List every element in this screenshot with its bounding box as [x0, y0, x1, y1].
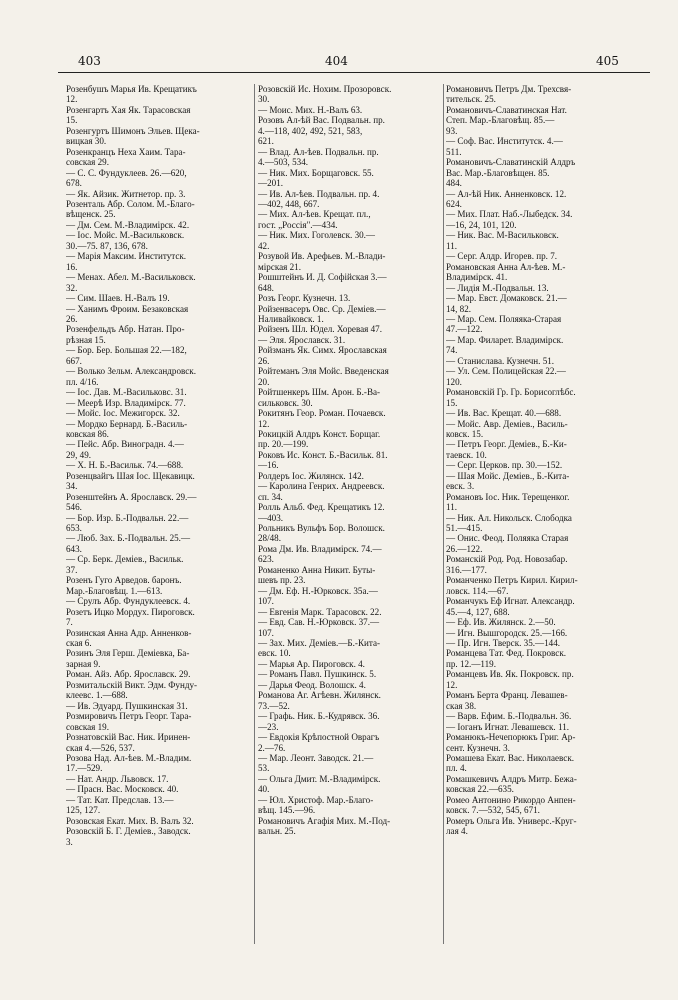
directory-entry-line: Романовичъ-Славатинскій Алдръ — [446, 157, 576, 168]
directory-entry-line: Ройтшенкеръ Шм. Арон. Б.-Ва- — [258, 387, 381, 398]
directory-entry-line: —23. — [258, 721, 279, 732]
directory-entry-line: Наливайковск. 1. — [258, 313, 324, 324]
directory-entry-line: пр. 12.—119. — [446, 658, 496, 669]
directory-entry-line: Романченко Петръ Кирил. Кирил- — [446, 575, 578, 586]
directory-entry-line: Романскій Род. Род. Новозабар. — [446, 554, 568, 565]
column-divider — [254, 84, 255, 944]
directory-entry-line: — Ник. Вас. М-Васильковск. — [446, 230, 559, 241]
directory-entry-line: 45.—4, 127, 688. — [446, 606, 510, 617]
directory-entry-line: 28/48. — [258, 533, 281, 544]
directory-entry-line: — Мих. Ал-ѣев. Крещат. пл., — [258, 209, 371, 220]
directory-entry-line: 621. — [258, 136, 274, 147]
column-middle — [258, 84, 438, 996]
directory-entry-line: 4.—118, 402, 492, 521, 583, — [258, 125, 363, 136]
directory-entry-line: пл. 4. — [446, 763, 467, 774]
directory-entry-line: ская 6. — [66, 638, 92, 649]
directory-entry-line: Романюкъ-Нечепорюкъ Григ. Ар- — [446, 732, 576, 743]
directory-entry-line: 40. — [258, 784, 270, 795]
directory-entry-line: Степ. Мар.-Благовѣщ. 85.— — [446, 115, 555, 126]
directory-entry-line: вѣщенск. 25. — [66, 209, 116, 220]
directory-entry-line: Рокицкій Алдръ Конст. Борщаг. — [258, 428, 381, 439]
column-right — [446, 84, 636, 996]
directory-entry-line: Романовичъ Агафія Мих. М.-Под- — [258, 815, 391, 826]
directory-entry-line: Роковъ Ис. Конст. Б.-Васильк. 81. — [258, 449, 388, 460]
directory-entry-line: — Волько Зельм. Александровск. — [66, 366, 196, 377]
directory-entry-line: — Мар. Сем. Поляяка-Старая — [446, 313, 562, 324]
directory-entry-line: — Графь. Ник. Б.-Кудрявск. 36. — [258, 711, 380, 722]
directory-entry-line: ковск. 15. — [446, 428, 484, 439]
directory-entry-line: Розенъ Гуго Арведов. баронъ. — [66, 575, 182, 586]
directory-entry-line: Розенкранцъ Неха Хаим. Тара- — [66, 146, 186, 157]
directory-entry-line: Розетъ Ицко Мордух. Пироговск. — [66, 606, 195, 617]
directory-entry-line: ковская 22.—635. — [446, 784, 514, 795]
directory-entry-line: — Эля. Ярославск. 31. — [258, 334, 346, 345]
directory-entry-line: 624. — [446, 198, 462, 209]
directory-entry-line: вицкая 30. — [66, 136, 107, 147]
directory-entry-line: гост. „Россія".—434. — [258, 219, 338, 230]
directory-entry-line: вальн. 25. — [258, 826, 296, 837]
directory-entry-line: 643. — [66, 543, 82, 554]
directory-entry-line: — Нат. Андр. Львовск. 17. — [66, 773, 169, 784]
directory-entry-line: — Люб. Зах. Б.-Подвальн. 25.— — [66, 533, 191, 544]
directory-entry-line: Розъ Георг. Кузнечн. 13. — [258, 293, 351, 304]
directory-entry-line: — Сим. Шаев. Н.-Валъ 19. — [66, 293, 170, 304]
directory-entry-line: — Ул. Сем. Полицейская 22.— — [446, 366, 566, 377]
directory-entry-line: — Ханимъ Фроим. Безаковская — [66, 303, 189, 314]
directory-entry-line: — Мар. Филарет. Владимірск. — [446, 334, 564, 345]
page-number-center: 404 — [325, 54, 348, 68]
directory-entry-line: сент. Кузнечн. 3. — [446, 742, 510, 753]
directory-entry-line: 15. — [446, 397, 458, 408]
directory-entry-line: — Ник. Мих. Борщаговск. 55. — [258, 167, 374, 178]
directory-entry-line: — Евд. Сав. Н.-Юрковск. 37.— — [258, 617, 380, 628]
directory-entry-line: —201. — [258, 178, 284, 189]
directory-entry-line: — Марья Ар. Пироговск. 4. — [258, 658, 365, 669]
directory-entry-line: Розова Над. Ал-ѣев. М.-Владим. — [66, 753, 192, 763]
directory-entry-line: 546. — [66, 502, 82, 513]
directory-entry-line: сп. 34. — [258, 491, 283, 502]
directory-entry-line: евск. 10. — [258, 648, 291, 659]
directory-entry-line: Мар.-Благовѣщ. 1.—613. — [66, 585, 163, 596]
directory-entry-line: 4.—503, 534. — [258, 157, 309, 168]
directory-entry-line: 7. — [66, 617, 73, 628]
directory-entry-line: 511. — [446, 146, 462, 157]
directory-entry-line: Розенфельдъ Абр. Натан. Про- — [66, 324, 185, 335]
directory-entry-line: 32. — [66, 282, 78, 293]
directory-entry-line: — Шая Мойс. Деміев., Б.-Кита- — [446, 470, 570, 481]
directory-entry-line: 12. — [446, 679, 458, 690]
directory-entry-line: Ромашкевичъ Алдръ Митр. Бежа- — [446, 773, 577, 784]
directory-entry-line: — С. С. Фундуклеев. 26.—620, — [66, 167, 187, 178]
directory-entry-line: Ройзманъ Як. Симх. Ярославская — [258, 345, 387, 356]
directory-entry-line: — Мордко Бернард. Б.-Василь- — [66, 418, 188, 429]
directory-entry-line: — Игн. Вышгородск. 25.—166. — [446, 627, 568, 638]
directory-entry-line: Розенцвайгъ Шая Іос. Щекавицк. — [66, 470, 195, 481]
directory-entry-line: Рознатовскій Вас. Ник. Иринен- — [66, 732, 191, 743]
directory-entry-line: 648. — [258, 282, 274, 293]
directory-entry-line: совская 19. — [66, 721, 109, 732]
directory-entry-line: — Марія Максим. Институтск. — [66, 251, 187, 262]
directory-entry-line: клеевс. 1.—688. — [66, 690, 128, 701]
directory-entry-line: —402, 448, 667. — [258, 198, 320, 209]
directory-entry-line: Ролдеръ Іос. Жилянск. 142. — [258, 470, 364, 481]
directory-entry-line: мірская 21. — [258, 261, 302, 272]
directory-entry-line: пр. 20.—199. — [258, 439, 309, 450]
directory-entry-line: Ройтеманъ Эля Мойс. Введенская — [258, 366, 389, 377]
header-rule — [58, 72, 650, 73]
directory-entry-line: 653. — [66, 523, 82, 534]
directory-entry-line: Вас. Мар.-Благовѣщен. 85. — [446, 167, 550, 178]
directory-entry-line: Розенгуртъ Шимонъ Эльев. Щека- — [66, 125, 200, 136]
directory-entry-line: Рольникъ Вульфъ Бор. Волошск. — [258, 523, 385, 534]
directory-entry-line: 11. — [446, 502, 458, 513]
directory-entry-line: 30. — [258, 94, 270, 105]
directory-entry-line: — Серг. Церков. пр. 30.—152. — [446, 460, 563, 471]
directory-entry-line: — Менах. Абел. М.-Васильковск. — [66, 272, 196, 283]
directory-entry-line: — Моис. Мих. Н.-Валъ 63. — [258, 104, 363, 115]
directory-entry-line: Романовъ Іос. Ник. Терещенког. — [446, 491, 570, 502]
directory-entry-line: Рокитянъ Геор. Роман. Почаевск. — [258, 408, 386, 419]
directory-entry-line: Романовичъ Петръ Дм. Трехсвя- — [446, 84, 572, 94]
directory-entry-line: 53. — [258, 763, 270, 774]
directory-entry-line: 47.—122. — [446, 324, 483, 335]
directory-entry-line: евск. 3. — [446, 481, 475, 492]
directory-entry-line: совская 29. — [66, 157, 109, 168]
column-left — [66, 84, 246, 996]
directory-entry-line: 125, 127. — [66, 805, 101, 816]
directory-entry-line: 14, 82. — [446, 303, 472, 314]
directory-entry-line: Романовская Анна Ал-ѣев. М.- — [446, 261, 566, 272]
directory-entry-line: 20. — [258, 376, 270, 387]
directory-entry-line: — Мойс. Іос. Межигорск. 32. — [66, 408, 180, 419]
directory-entry-line: ковск. 7.—532, 545, 671. — [446, 805, 540, 816]
directory-entry-line: 26. — [258, 355, 270, 366]
directory-entry-line: —16. — [258, 460, 279, 471]
directory-entry-line: 51.—415. — [446, 523, 483, 534]
directory-entry-line: — Дм. Сем. М.-Владимірск. 42. — [66, 219, 190, 230]
directory-entry-line: — Влад. Ал-ѣев. Подвальн. пр. — [258, 146, 379, 157]
directory-entry-line: — Дм. Еф. Н.-Юрковск. 35а.— — [258, 585, 378, 596]
directory-entry-line: Розинская Анна Адр. Анненков- — [66, 627, 192, 638]
directory-entry-line: рѣзная 15. — [66, 334, 106, 345]
directory-entry-line: — Мих. Плат. Наб.-Лыбедск. 34. — [446, 209, 573, 220]
directory-entry-line: Розенштейнъ А. Ярославск. 29.— — [66, 491, 197, 502]
directory-entry-line: — Соф. Вас. Институтск. 4.— — [446, 136, 563, 147]
directory-entry-line: вѣщ. 145.—96. — [258, 805, 316, 816]
page-number-left: 403 — [78, 54, 101, 68]
directory-entry-line: Владимірск. 41. — [446, 272, 508, 283]
directory-entry-line: — Ив. Ал-ѣев. Подвальн. пр. 4. — [258, 188, 380, 199]
directory-entry-line: — Романъ Павл. Пушкинск. 5. — [258, 669, 377, 680]
directory-entry-line: лая 4. — [446, 826, 468, 837]
directory-entry-line: Романенко Анна Никит. Буты- — [258, 564, 376, 575]
directory-entry-line: 623. — [258, 554, 274, 565]
directory-entry-line: Розовскій Ис. Нохим. Прозоровск. — [258, 84, 392, 94]
directory-entry-line: — Іос. Дав. М.-Васильковс. 31. — [66, 387, 187, 398]
directory-entry-line: — Юл. Христоф. Мар.-Благо- — [258, 794, 374, 805]
directory-entry-line: 11. — [446, 240, 458, 251]
directory-entry-line: — Срулъ Абр. Фундуклеевск. 4. — [66, 596, 191, 607]
directory-entry-line: 74. — [446, 345, 458, 356]
directory-entry-line: 37. — [66, 564, 78, 575]
directory-entry-line: Рошштейнъ И. Д. Софійская 3.— — [258, 272, 387, 283]
directory-entry-line: 15. — [66, 115, 78, 126]
directory-entry-line: Розинъ Эля Герш. Деміевка, Ба- — [66, 648, 190, 659]
directory-entry-line: 678. — [66, 178, 82, 189]
directory-entry-line: ская 38. — [446, 700, 477, 711]
directory-entry-line: — Бор. Бер. Большая 22.—182, — [66, 345, 187, 356]
directory-entry-line: 42. — [258, 240, 270, 251]
directory-entry-line: — Тат. Кат. Предслав. 13.— — [66, 794, 174, 805]
directory-entry-line: Розенбушъ Марья Ив. Крещатикъ — [66, 84, 197, 94]
directory-entry-line: Ромео Антонино Рикордо Анпен- — [446, 794, 576, 805]
directory-entry-line: — Іос. Мойс. М.-Васильковск. — [66, 230, 185, 241]
directory-entry-line: 120. — [446, 376, 462, 387]
directory-entry-line: — Ал-ѣй Ник. Анненковск. 12. — [446, 188, 567, 199]
directory-entry-line: 29, 49. — [66, 449, 92, 460]
directory-entry-line: Ройзенъ Шл. Юдел. Хоревая 47. — [258, 324, 382, 335]
directory-entry-line: 2.—76. — [258, 742, 286, 753]
directory-entry-line: — Х. Н. Б.-Васильк. 74.—688. — [66, 460, 184, 471]
directory-entry-line: — Пейс. Абр. Виноградн. 4.— — [66, 439, 184, 450]
directory-entry-line: Розовскій Б. Г. Деміев., Заводск. — [66, 826, 191, 837]
directory-entry-line: Розовская Екат. Мих. В. Валъ 32. — [66, 815, 194, 826]
directory-entry-line: 34. — [66, 481, 78, 492]
directory-entry-line: сильковск. 30. — [258, 397, 313, 408]
directory-entry-line: — Меерѣ Изр. Владимірск. 77. — [66, 397, 186, 408]
directory-entry-line: — Каролина Генрих. Андреевск. — [258, 481, 385, 492]
directory-entry-line: 316.—177. — [446, 564, 487, 575]
directory-entry-line: 93. — [446, 125, 458, 136]
column-divider — [443, 84, 444, 944]
directory-entry-line: 107. — [258, 596, 274, 607]
directory-entry-line: Ройзенвасеръ Овс. Ср. Деміев.— — [258, 303, 386, 314]
directory-entry-line: Романцевъ Ив. Як. Покровск. пр. — [446, 669, 574, 680]
directory-entry-line: пл. 4/16. — [66, 376, 99, 387]
directory-entry-line: — Лидія М.-Подвальн. 13. — [446, 282, 549, 293]
directory-entry-line: — Ник. Ал. Никольск. Слободка — [446, 512, 572, 523]
directory-entry-line: Розмировичъ Петръ Георг. Тара- — [66, 711, 192, 722]
directory-entry-line: тительск. 25. — [446, 94, 496, 105]
directory-entry-line: Роман. Айз. Абр. Ярославск. 29. — [66, 669, 191, 680]
directory-entry-line: 3. — [66, 836, 73, 847]
directory-entry-line: 16. — [66, 261, 78, 272]
directory-entry-line: ловск. 114.—67. — [446, 585, 509, 596]
directory-entry-line: — Дарья Феод. Волошск. 4. — [258, 679, 366, 690]
directory-entry-line: — Прасн. Вас. Московск. 40. — [66, 784, 179, 795]
directory-entry-line: — Іоганъ Игнат. Левашевск. 11. — [446, 721, 570, 732]
directory-entry-line: — Ольга Дмит. М.-Владимірск. — [258, 773, 381, 784]
directory-entry-line: — Петръ Георг. Деміев., Б.-Ки- — [446, 439, 567, 450]
directory-entry-line: — Бор. Изр. Б.-Подвальн. 22.— — [66, 512, 189, 523]
directory-entry-line: 17.—529. — [66, 763, 103, 774]
directory-entry-line: Розенталь Абр. Солом. М.-Благо- — [66, 198, 195, 209]
directory-entry-line: —16, 24, 101, 120. — [446, 219, 517, 230]
directory-entry-line: — Станислава. Кузнечн. 51. — [446, 355, 555, 366]
directory-entry-line: 26. — [66, 313, 78, 324]
directory-entry-line: ская 4.—526, 537. — [66, 742, 135, 753]
directory-entry-line: Рома Дм. Ив. Владимірск. 74.— — [258, 543, 382, 554]
directory-entry-line: — Мар. Леонт. Заводск. 21.— — [258, 753, 374, 763]
directory-entry-line: Розовъ Ал-ѣй Вас. Подвальн. пр. — [258, 115, 385, 126]
directory-entry-line: — Зах. Мих. Деміев.—Б.-Кита- — [258, 638, 381, 649]
directory-entry-line: —403. — [258, 512, 284, 523]
directory-entry-line: — Евдокія Крѣпостной Оврагъ — [258, 732, 380, 743]
directory-entry-line: Романчукъ Еф Игнат. Александр. — [446, 596, 575, 607]
directory-entry-line: Ромеръ Ольга Ив. Универс.-Круг- — [446, 815, 577, 826]
directory-entry-line: — Ив. Эдуард. Пушкинская 31. — [66, 700, 188, 711]
directory-entry-line: 73.—52. — [258, 700, 290, 711]
directory-entry-line: 484. — [446, 178, 462, 189]
directory-entry-line: — Ив. Вас. Крещат. 40.—688. — [446, 408, 562, 419]
directory-entry-line: — Варв. Ефим. Б.-Подвальн. 36. — [446, 711, 572, 722]
directory-entry-line: 667. — [66, 355, 82, 366]
directory-entry-line: Романовичъ-Славатинская Нат. — [446, 104, 567, 115]
directory-entry-line: Романцева Тат. Фед. Покровск. — [446, 648, 567, 659]
directory-entry-line: — Мойс. Авр. Деміев., Василь- — [446, 418, 568, 429]
directory-entry-line: Ромашева Екат. Вас. Николаевск. — [446, 753, 575, 763]
directory-entry-line: — Ср. Берк. Деміев., Васильк. — [66, 554, 184, 565]
directory-entry-line: таевск. 10. — [446, 449, 487, 460]
directory-entry-line: 12. — [66, 94, 78, 105]
directory-entry-line: — Евгенія Марк. Тарасовск. 22. — [258, 606, 382, 617]
directory-entry-line: ковская 86. — [66, 428, 109, 439]
directory-entry-line: — Еф. Ив. Жилянск. 2.—50. — [446, 617, 556, 628]
directory-entry-line: 107. — [258, 627, 274, 638]
directory-entry-line: — Онис. Феод. Поляяка Старая — [446, 533, 569, 544]
directory-entry-line: 30.—75. 87, 136, 678. — [66, 240, 148, 251]
directory-entry-line: Ролль Альб. Фед. Крещатикъ 12. — [258, 502, 385, 513]
page-number-right: 405 — [596, 54, 619, 68]
directory-entry-line: — Серг. Алдр. Игорев. пр. 7. — [446, 251, 558, 262]
directory-entry-line: Розувой Ив. Арефьев. М.-Влади- — [258, 251, 386, 262]
directory-entry-line: — Пр. Игн. Тверск. 35.—144. — [446, 638, 561, 649]
directory-entry-line: зарная 9. — [66, 658, 101, 669]
directory-entry-line: Розенгартъ Хая Як. Тарасовская — [66, 104, 191, 115]
directory-entry-line: Романъ Берта Франц. Левашев- — [446, 690, 568, 701]
directory-entry-line: Романова Аг. Агѣевн. Жилянск. — [258, 690, 381, 701]
directory-entry-line: — Мар. Евст. Домаковск. 21.— — [446, 293, 567, 304]
directory-entry-line: Розмитальскій Викт. Эдм. Фунду- — [66, 679, 198, 690]
directory-entry-line: 12. — [258, 418, 270, 429]
directory-entry-line: — Ник. Мих. Гоголевск. 30.— — [258, 230, 376, 241]
directory-entry-line: — Як. Айзик. Житнетор. пр. 3. — [66, 188, 186, 199]
directory-entry-line: 26.—122. — [446, 543, 483, 554]
directory-entry-line: Романовскій Гр. Гр. Борисоглѣбс. — [446, 387, 576, 398]
directory-entry-line: шевъ пр. 23. — [258, 575, 306, 586]
